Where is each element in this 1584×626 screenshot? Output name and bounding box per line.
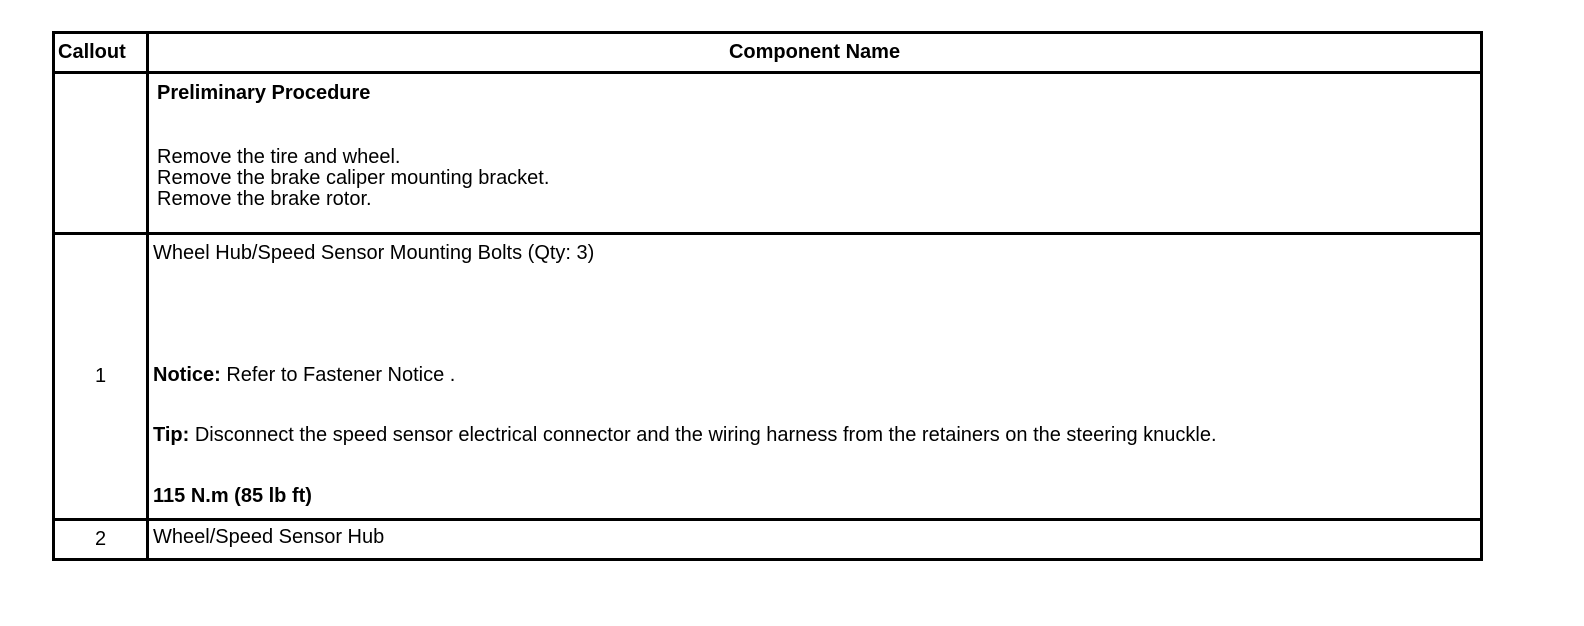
component-table — [52, 31, 1483, 561]
tip-text: Disconnect the speed sensor electrical connector and the wiring harness from the retainers on the steering knuckle. — [189, 424, 1217, 446]
preliminary-callout-cell — [54, 73, 148, 234]
notice-label: Notice: — [153, 364, 221, 386]
preliminary-step: Remove the brake caliper mounting bracket. — [157, 167, 550, 189]
component-title: Wheel Hub/Speed Sensor Mounting Bolts (Qty: 3) — [153, 242, 595, 264]
callout-header: Callout — [54, 33, 148, 73]
component-name-header: Component Name — [148, 33, 1482, 73]
preliminary-title: Preliminary Procedure — [157, 82, 371, 104]
tip-line — [153, 425, 1217, 446]
table-row — [54, 520, 1482, 560]
callout-number: 1 — [54, 234, 148, 520]
tip-label: Tip: — [153, 424, 190, 446]
callout-number: 2 — [54, 520, 148, 560]
notice-text: Refer to Fastener Notice . — [220, 364, 456, 386]
header-row — [54, 33, 1482, 73]
table-row — [54, 234, 1482, 520]
preliminary-row — [54, 73, 1482, 234]
preliminary-step: Remove the tire and wheel. — [157, 146, 401, 168]
component-title: Wheel/Speed Sensor Hub — [153, 526, 385, 548]
preliminary-cell — [148, 73, 1482, 234]
component-cell — [148, 520, 1482, 560]
notice-line — [153, 365, 455, 386]
component-cell — [148, 234, 1482, 520]
preliminary-step: Remove the brake rotor. — [157, 188, 372, 210]
torque-spec: 115 N.m (85 lb ft) — [153, 485, 312, 507]
